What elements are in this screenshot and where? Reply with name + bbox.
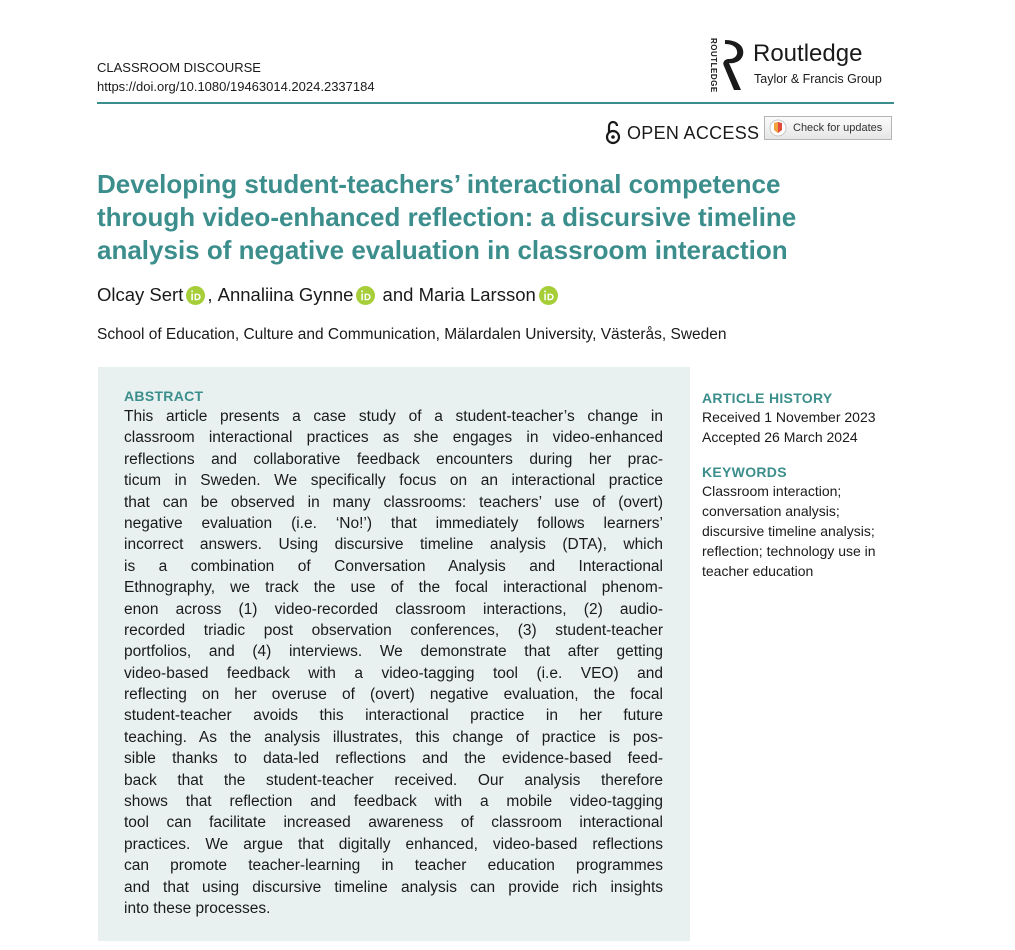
- author-name[interactable]: Olcay Sert: [97, 284, 184, 305]
- abstract-line: recorded triadic post observation conferences, (3) student-teacher: [124, 621, 663, 639]
- open-lock-icon: [605, 121, 621, 145]
- check-for-updates-label: Check for updates: [793, 122, 883, 134]
- abstract-line: tool can facilitate increased awareness of classroom interactional: [124, 814, 663, 832]
- accepted-date: Accepted 26 March 2024: [702, 429, 858, 445]
- abstract-line: negative evaluation (i.e. ‘No!’) that immediately follows learners’: [124, 514, 663, 532]
- header-divider: [97, 102, 894, 104]
- abstract-line: student-teacher avoids this interactional practice in her future: [124, 707, 663, 725]
- abstract-line: Ethnography, we track the use of the focal interactional phenom-: [124, 579, 663, 597]
- article-title: [97, 168, 897, 267]
- journal-name: CLASSROOM DISCOURSE: [97, 60, 261, 75]
- author-separator: ,: [207, 284, 218, 305]
- affiliation: School of Education, Culture and Communication, Mälardalen University, Västerås, Sweden: [97, 326, 727, 343]
- abstract-line: shows that reflection and feedback with a mobile video-tagging: [124, 793, 663, 811]
- doi-link[interactable]: https://doi.org/10.1080/19463014.2024.2337184: [97, 79, 375, 94]
- keywords-section: [702, 463, 902, 581]
- orcid-icon[interactable]: [356, 286, 375, 305]
- title-line: through video-enhanced reflection: a discursive timeline: [97, 202, 797, 232]
- keyword-line: teacher education: [702, 563, 814, 579]
- abstract-line: reflecting on her overuse of (overt) negative evaluation, the focal: [124, 686, 663, 704]
- abstract-line: into these processes.: [124, 899, 271, 917]
- orcid-icon[interactable]: [186, 286, 205, 305]
- abstract-line: practices. We argue that digitally enhanced, video-based reflections: [124, 835, 663, 853]
- journal-header: [97, 58, 375, 96]
- abstract-line: enon across (1) video-recorded classroom interactions, (2) audio-: [124, 600, 663, 618]
- publisher-group: Taylor & Francis Group: [754, 72, 882, 86]
- routledge-logo-icon: [719, 38, 749, 92]
- received-date: Received 1 November 2023: [702, 409, 876, 425]
- keyword-line: conversation analysis;: [702, 503, 840, 519]
- abstract-line: and that using discursive timeline analysis can provide rich insights: [124, 878, 663, 896]
- abstract-line: incorrect answers. Using discursive timeline analysis (DTA), which: [124, 536, 663, 554]
- abstract-line: is a combination of Conversation Analysis and Interactional: [124, 557, 663, 575]
- abstract-line: back that the student-teacher received. Our analysis therefore: [124, 771, 663, 789]
- author-list: [97, 282, 560, 308]
- abstract-line: classroom interactional practices as she engages in video-enhanced: [124, 429, 663, 447]
- abstract-line: teaching. As the analysis illustrates, this change of practice is pos-: [124, 728, 663, 746]
- abstract-line: portfolios, and (4) interviews. We demonstrate that after getting: [124, 643, 663, 661]
- abstract-line: ticum in Sweden. We specifically focus on an interactional practice: [124, 472, 663, 490]
- author-name[interactable]: Annaliina Gynne: [217, 284, 354, 305]
- keyword-line: discursive timeline analysis;: [702, 523, 875, 539]
- keyword-line: reflection; technology use in: [702, 543, 876, 559]
- title-line: Developing student-teachers’ interactional competence: [97, 169, 781, 199]
- publisher-logo: [706, 38, 906, 94]
- title-line: analysis of negative evaluation in classroom interaction: [97, 235, 788, 265]
- crossmark-icon: [769, 119, 787, 137]
- check-for-updates-button[interactable]: [764, 116, 892, 140]
- abstract-line: sible thanks to data-led reflections and the evidence-based feed-: [124, 750, 663, 768]
- keywords-heading: KEYWORDS: [702, 464, 787, 480]
- publisher-vertical-mark: ROUTLEDGE: [709, 38, 718, 93]
- abstract-line: This article presents a case study of a student-teacher’s change in: [124, 408, 663, 425]
- open-access-label: OPEN ACCESS: [627, 122, 760, 143]
- abstract-heading: ABSTRACT: [124, 388, 204, 404]
- article-history: [702, 389, 902, 447]
- abstract-line: reflections and collaborative feedback encounters during her prac-: [124, 450, 663, 468]
- author-separator: and: [377, 284, 419, 305]
- keyword-line: Classroom interaction;: [702, 483, 842, 499]
- abstract-line: that can be observed in many classrooms: teachers’ use of (overt): [124, 493, 663, 511]
- open-access-badge[interactable]: [605, 120, 759, 146]
- abstract-line: video-based feedback with a video-tagging tool (i.e. VEO) and: [124, 664, 663, 682]
- article-history-heading: ARTICLE HISTORY: [702, 390, 833, 406]
- abstract-line: can promote teacher-learning in teacher education programmes: [124, 857, 663, 875]
- author-name[interactable]: Maria Larsson: [418, 284, 536, 305]
- abstract-text: [124, 406, 663, 919]
- orcid-icon[interactable]: [539, 286, 558, 305]
- publisher-name: Routledge: [753, 40, 863, 67]
